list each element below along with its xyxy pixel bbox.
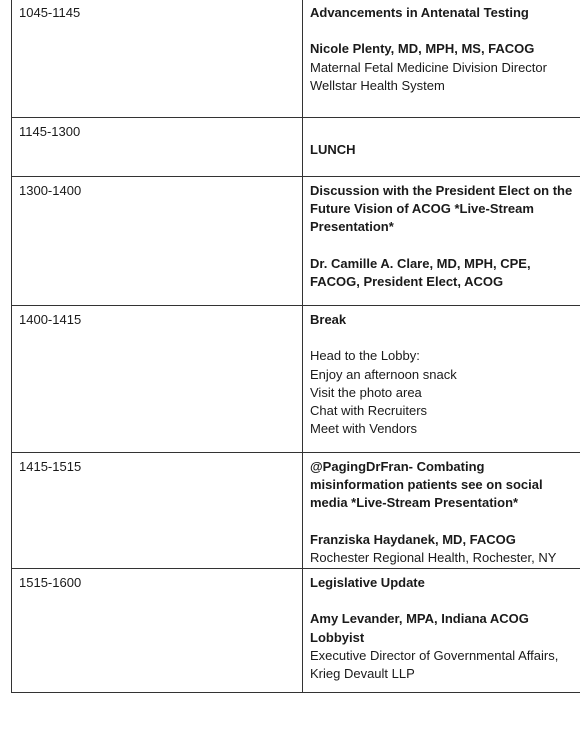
session-cell bbox=[303, 0, 580, 118]
speaker-name-line: FACOG, President Elect, ACOG bbox=[310, 274, 504, 289]
speaker-name-line: Lobbyist bbox=[310, 629, 365, 645]
session-title-line: @PagingDrFran- Combating bbox=[310, 459, 485, 474]
time-slot: 1400-1415 bbox=[19, 312, 82, 327]
session-title: Advancements in Antenatal Testing bbox=[310, 5, 529, 20]
session-title-line: misinformation patients see on social bbox=[310, 477, 543, 493]
speaker-role: Maternal Fetal Medicine Division Director bbox=[310, 59, 547, 75]
speaker-name-line: Amy Levander, MPA, Indiana ACOG bbox=[310, 611, 529, 627]
table-row bbox=[12, 306, 580, 453]
speaker-name: Franziska Haydanek, MD, FACOG bbox=[310, 531, 516, 547]
table-row bbox=[12, 118, 580, 177]
break-item: Visit the photo area bbox=[310, 384, 422, 400]
time-cell bbox=[12, 453, 303, 569]
session-title-line: Discussion with the President Elect on the bbox=[310, 183, 573, 198]
table-row bbox=[12, 569, 580, 693]
speaker-organization: Rochester Regional Health, Rochester, NY bbox=[310, 550, 557, 565]
time-slot: 1415-1515 bbox=[19, 459, 82, 474]
session-title: Legislative Update bbox=[310, 575, 425, 590]
time-cell bbox=[12, 118, 303, 177]
time-slot: 1045-1145 bbox=[19, 5, 81, 20]
speaker-role-line: Executive Director of Governmental Affairs, bbox=[310, 647, 559, 663]
session-cell bbox=[303, 453, 580, 569]
time-slot: 1145-1300 bbox=[19, 124, 81, 139]
table-row bbox=[12, 0, 580, 118]
time-cell bbox=[12, 306, 303, 453]
session-title-line: Presentation* bbox=[310, 219, 394, 235]
break-item: Enjoy an afternoon snack bbox=[310, 366, 457, 382]
session-cell bbox=[303, 306, 580, 453]
session-cell bbox=[303, 177, 580, 306]
time-cell bbox=[12, 569, 303, 693]
session-cell bbox=[303, 118, 580, 177]
table-row bbox=[12, 177, 580, 306]
agenda-table bbox=[11, 0, 580, 693]
session-title-line: Future Vision of ACOG *Live-Stream bbox=[310, 201, 534, 217]
session-title: LUNCH bbox=[310, 142, 356, 158]
time-cell bbox=[12, 0, 303, 118]
break-item: Meet with Vendors bbox=[310, 421, 417, 437]
table-row bbox=[12, 453, 580, 569]
session-title-line: media *Live-Stream Presentation* bbox=[310, 495, 519, 511]
speaker-role-line: Krieg Devault LLP bbox=[310, 666, 415, 681]
session-cell bbox=[303, 569, 580, 693]
break-intro: Head to the Lobby: bbox=[310, 348, 420, 364]
time-slot: 1300-1400 bbox=[19, 183, 82, 198]
speaker-name-line: Dr. Camille A. Clare, MD, MPH, CPE, bbox=[310, 255, 531, 271]
break-item: Chat with Recruiters bbox=[310, 403, 428, 418]
speaker-organization: Wellstar Health System bbox=[310, 77, 445, 93]
time-cell bbox=[12, 177, 303, 306]
time-slot: 1515-1600 bbox=[19, 575, 82, 590]
speaker-name: Nicole Plenty, MD, MPH, MS, FACOG bbox=[310, 41, 535, 57]
session-title: Break bbox=[310, 312, 347, 327]
